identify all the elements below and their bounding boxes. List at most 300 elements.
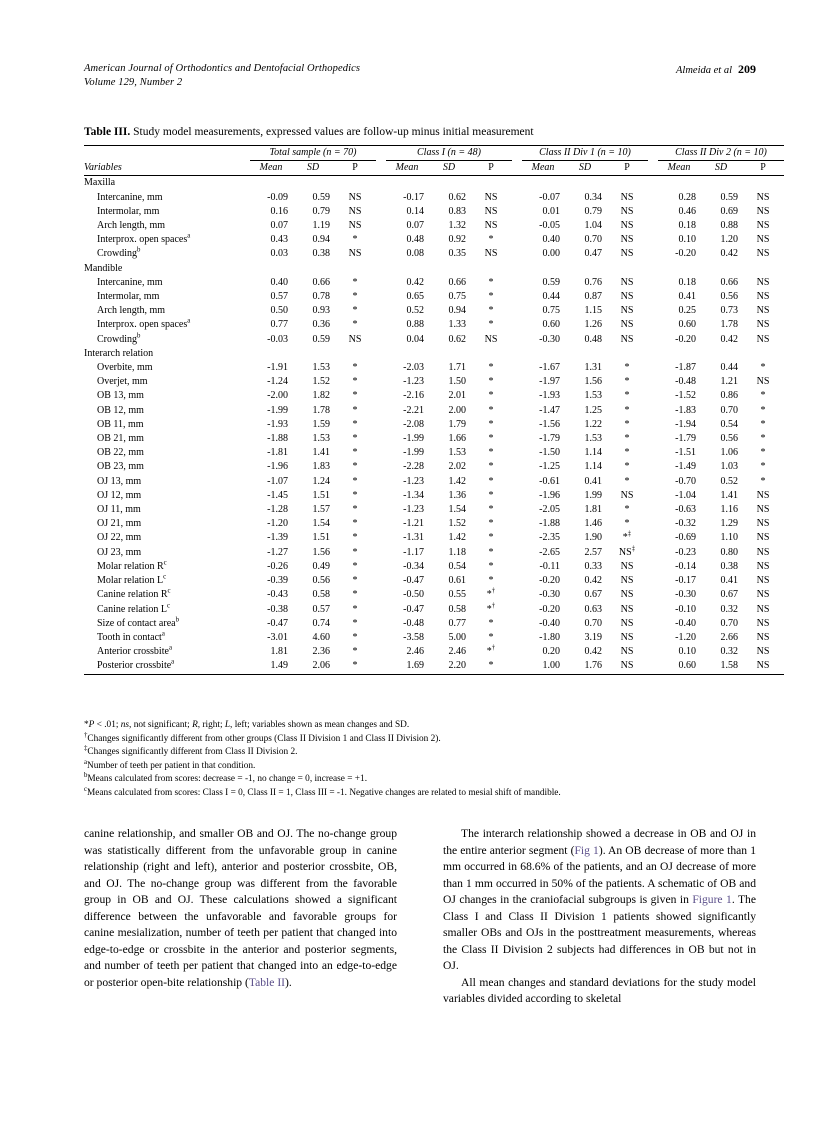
group-gap-cell: [376, 603, 386, 617]
row-label-superscript: a: [168, 644, 172, 652]
cell-mean: -1.20: [675, 631, 696, 643]
group-gap-cell: [648, 418, 658, 432]
group-gap-3: [648, 146, 658, 161]
left-paragraph-1: [84, 826, 397, 991]
table-head: [84, 146, 784, 176]
cell-sd: 0.70: [720, 404, 738, 416]
cell-sd: 1.53: [312, 362, 330, 374]
group-header-class-i: Class I (n = 48): [386, 146, 512, 161]
column-header-sd-div-1: SD: [578, 162, 592, 174]
footnote-text: Means calculated from scores: decrease = -1, no change = 0, increase = +1.: [87, 774, 368, 785]
cell-p: NS: [484, 191, 498, 203]
cell-p: NS: [620, 291, 634, 303]
cell-mean: -1.97: [539, 376, 560, 388]
group-gap-cell: [512, 603, 522, 617]
cell-mean: -1.51: [675, 447, 696, 459]
cell-mean: -1.50: [539, 447, 560, 459]
cell-mean: 0.42: [406, 276, 424, 288]
group-gap-cell: [376, 531, 386, 545]
cell-sd: 1.10: [720, 532, 738, 544]
cell-p: NS: [756, 489, 770, 501]
cell-mean: -0.43: [267, 589, 288, 601]
running-head: [84, 62, 756, 96]
cell-p: *: [352, 390, 358, 402]
cell-p: *: [488, 575, 494, 587]
cell-mean: -0.39: [267, 575, 288, 587]
table-row: [84, 475, 784, 489]
row-label-superscript: c: [167, 587, 171, 595]
cell-mean: 0.65: [406, 291, 424, 303]
row-label: Arch length, mm: [97, 305, 166, 317]
group-header-spacer: [84, 146, 250, 161]
cell-mean: 0.40: [270, 276, 288, 288]
cell-sd: 0.94: [448, 305, 466, 317]
cell-sd: 1.99: [584, 489, 602, 501]
cell-sd: 0.33: [584, 560, 602, 572]
cell-sd: 1.16: [720, 504, 738, 516]
cell-p: NS: [756, 631, 770, 643]
cell-mean: 0.07: [406, 220, 424, 232]
cell-mean: 0.60: [678, 660, 696, 672]
table-row: [84, 588, 784, 602]
cell-sd: 2.02: [448, 461, 466, 473]
cell-sd: 0.42: [584, 575, 602, 587]
footnote-marker: b: [84, 772, 88, 780]
cell-p: NS: [620, 589, 634, 601]
cell-p: *: [352, 475, 358, 487]
cell-mean: 0.57: [270, 291, 288, 303]
cell-sd: 0.61: [448, 575, 466, 587]
cell-mean: 0.43: [270, 234, 288, 246]
row-label: Canine relation $L^c$: [97, 602, 171, 615]
cell-p: *: [352, 603, 358, 615]
cell-p: *: [488, 390, 494, 402]
footnote-italic-p: P: [88, 720, 95, 730]
body-column-right: [443, 826, 756, 1008]
cell-sd: 0.66: [720, 276, 738, 288]
cell-sd: 1.56: [312, 546, 330, 558]
row-label: Crowding$^b$: [97, 332, 141, 345]
cell-p: NS: [620, 319, 634, 331]
group-gap-cell: [648, 191, 658, 205]
cell-mean: -1.27: [267, 546, 288, 558]
cell-superscript: †: [491, 644, 496, 652]
cell-sd: 0.32: [720, 603, 738, 615]
row-label: OJ 13, mm: [97, 475, 142, 487]
cell-sd: 2.01: [448, 390, 466, 402]
cell-mean: -1.87: [675, 362, 696, 374]
cell-mean: -2.03: [403, 362, 424, 374]
cell-p: *: [488, 518, 494, 530]
cell-p: NS: [620, 234, 634, 246]
cell-p: *: [352, 532, 358, 544]
cell-sd: 1.21: [720, 376, 738, 388]
cell-p: NS: [348, 248, 362, 260]
row-label: Arch length, mm: [97, 220, 166, 232]
cell-p: NS: [620, 305, 634, 317]
cell-sd: 0.67: [720, 589, 738, 601]
cell-p: NS: [756, 617, 770, 629]
table-row: [84, 460, 784, 474]
group-gap-cell: [648, 247, 658, 261]
group-gap-cell: [512, 389, 522, 403]
cell-sd: 2.00: [448, 404, 466, 416]
cell-sd: 1.78: [312, 404, 330, 416]
cell-sd: 1.46: [584, 518, 602, 530]
cell-mean: -1.24: [267, 376, 288, 388]
table-row: [84, 546, 784, 560]
row-label: OB 22, mm: [97, 447, 144, 459]
group-gap-cell: [376, 432, 386, 446]
section-row-filler: [250, 262, 784, 276]
cell-sd: 0.77: [448, 617, 466, 629]
cell-p: NS: [756, 546, 770, 558]
cell-p: NS: [620, 575, 634, 587]
journal-title: American Journal of Orthodontics and Dentofacial Orthopedics: [84, 63, 361, 74]
xref-table-ii[interactable]: Table II: [248, 975, 286, 989]
group-gap-cell: [512, 432, 522, 446]
cell-sd: 1.71: [448, 362, 466, 374]
cell-p: NS: [620, 220, 634, 232]
cell-sd: 0.32: [720, 646, 738, 658]
group-gap-cell: [648, 304, 658, 318]
cell-mean: -1.99: [403, 433, 424, 445]
running-head-left: [84, 62, 360, 90]
right-paragraph-1c: . The Class I and Class II Division 1 patients showed significantly smaller OBs and OJs in the posttreatment measurements, whereas the Class II Division 2 subjects had differences in OB but not in OJ.: [443, 893, 756, 972]
table-caption-text: Study model measurements, expressed values are follow-up minus initial measurement: [133, 126, 534, 138]
table-number: Table III.: [84, 126, 131, 138]
group-gap-cell: [648, 503, 658, 517]
cell-mean: -0.11: [539, 560, 560, 572]
row-label: OJ 21, mm: [97, 518, 142, 530]
cell-sd: 0.56: [312, 575, 330, 587]
group-gap-cell: [512, 588, 522, 602]
cell-mean: -0.63: [675, 504, 696, 516]
cell-sd: 1.04: [584, 220, 602, 232]
group-gap-cell: [648, 446, 658, 460]
group-gap-cell: [376, 631, 386, 645]
row-label-superscript: b: [137, 332, 141, 340]
cell-sd: 0.42: [720, 248, 738, 260]
table-section-row: [84, 176, 784, 191]
cell-sd: 1.32: [448, 220, 466, 232]
cell-sd: 1.58: [720, 660, 738, 672]
group-gap-cell: [648, 276, 658, 290]
xref-fig-1[interactable]: Fig 1: [574, 843, 599, 857]
cell-sd: 0.80: [720, 546, 738, 558]
cell-p: *: [488, 475, 494, 487]
cell-p: NS: [756, 234, 770, 246]
group-header-total-sample: Total sample (n = 70): [250, 146, 376, 161]
cell-sd: 1.31: [584, 362, 602, 374]
cell-mean: -1.39: [267, 532, 288, 544]
cell-p: *: [488, 276, 494, 288]
cell-mean: -0.48: [403, 617, 424, 629]
table-section-row: [84, 262, 784, 276]
cell-p: NS: [756, 333, 770, 345]
cell-sd: 0.63: [584, 603, 602, 615]
cell-p: NS: [756, 589, 770, 601]
group-gap-cell: [512, 375, 522, 389]
cell-p: NS: [620, 276, 634, 288]
group-gap-cell: [376, 290, 386, 304]
cell-p: NS: [756, 191, 770, 203]
row-label-superscript: a: [161, 630, 165, 638]
group-gap-cell: [512, 546, 522, 560]
sub-gap-1: [376, 161, 386, 176]
cell-sd: 1.52: [448, 518, 466, 530]
cell-mean: 0.14: [406, 205, 424, 217]
group-gap-cell: [512, 489, 522, 503]
table-row: [84, 205, 784, 219]
table-row: [84, 304, 784, 318]
cell-mean: -0.30: [539, 589, 560, 601]
cell-p: *: [488, 234, 494, 246]
cell-p: *: [488, 660, 494, 672]
cell-sd: 1.14: [584, 447, 602, 459]
cell-mean: 0.20: [542, 646, 560, 658]
cell-p: *: [352, 362, 358, 374]
row-label: Mandible: [84, 262, 123, 274]
cell-mean: 0.18: [678, 220, 696, 232]
table-row: [84, 233, 784, 247]
cell-mean: -1.96: [267, 461, 288, 473]
table-body: [84, 176, 784, 674]
xref-figure-1[interactable]: Figure 1: [692, 893, 732, 906]
table-row: [84, 333, 784, 347]
cell-sd: 0.86: [720, 390, 738, 402]
cell-p: *: [488, 291, 494, 303]
column-header-mean-class-i: Mean: [395, 162, 419, 174]
group-gap-cell: [376, 404, 386, 418]
cell-sd: 0.57: [312, 603, 330, 615]
cell-mean: 0.75: [542, 305, 560, 317]
cell-mean: -1.45: [267, 489, 288, 501]
column-header-mean-total: Mean: [259, 162, 283, 174]
cell-mean: -0.17: [403, 191, 424, 203]
cell-mean: 0.77: [270, 319, 288, 331]
cell-p: *: [488, 404, 494, 416]
footnote-4: [84, 760, 764, 774]
cell-p: *: [488, 489, 494, 501]
cell-sd: 1.53: [312, 433, 330, 445]
cell-mean: -1.94: [675, 418, 696, 430]
cell-p: *: [352, 489, 358, 501]
cell-sd: 0.54: [720, 418, 738, 430]
cell-p: *: [488, 560, 494, 572]
cell-sd: 0.42: [720, 333, 738, 345]
cell-sd: 1.42: [448, 532, 466, 544]
cell-sd: 2.36: [312, 646, 330, 658]
cell-sd: 0.67: [584, 589, 602, 601]
cell-sd: 0.47: [584, 248, 602, 260]
cell-mean: 0.50: [270, 305, 288, 317]
cell-sd: 1.25: [584, 404, 602, 416]
cell-mean: -0.14: [675, 560, 696, 572]
group-gap-cell: [376, 574, 386, 588]
cell-sd: 1.29: [720, 518, 738, 530]
cell-mean: 0.41: [678, 291, 696, 303]
group-header-class-ii-div-2: Class II Div 2 (n = 10): [658, 146, 784, 161]
group-gap-cell: [376, 475, 386, 489]
cell-sd: 1.81: [584, 504, 602, 516]
group-gap-cell: [512, 191, 522, 205]
group-gap-cell: [376, 460, 386, 474]
cell-p: NS‡: [618, 545, 636, 558]
table-row: [84, 617, 784, 631]
cell-sd: 0.59: [312, 333, 330, 345]
cell-p: NS: [756, 504, 770, 516]
cell-p: NS: [620, 631, 634, 643]
footnote-marker: ‡: [84, 745, 88, 753]
table-row: [84, 247, 784, 261]
row-label: OJ 11, mm: [97, 504, 141, 516]
group-gap-cell: [512, 276, 522, 290]
group-header-class-ii-div-1: Class II Div 1 (n = 10): [522, 146, 648, 161]
cell-mean: 0.46: [678, 205, 696, 217]
group-gap-cell: [376, 617, 386, 631]
cell-mean: -0.38: [267, 603, 288, 615]
group-gap-cell: [512, 617, 522, 631]
row-label: Intermolar, mm: [97, 291, 160, 303]
cell-p: *: [488, 617, 494, 629]
row-label-superscript: b: [137, 247, 141, 255]
cell-p: *: [352, 404, 358, 416]
row-label: Tooth in contact$^a$: [97, 630, 165, 643]
cell-sd: 2.20: [448, 660, 466, 672]
cell-mean: -0.30: [675, 589, 696, 601]
group-gap-cell: [648, 205, 658, 219]
cell-p: *: [624, 376, 630, 388]
cell-mean: -1.49: [675, 461, 696, 473]
cell-sd: 0.35: [448, 248, 466, 260]
cell-sd: 0.36: [312, 319, 330, 331]
cell-p: *: [624, 461, 630, 473]
cell-sd: 1.54: [312, 518, 330, 530]
page-number: 209: [738, 62, 756, 76]
column-header-sd-div-2: SD: [714, 162, 728, 174]
row-label: Molar relation $L^c$: [97, 573, 167, 587]
cell-superscript: ‡: [627, 531, 632, 539]
column-header-sd-class-i: SD: [442, 162, 456, 174]
group-gap-cell: [512, 475, 522, 489]
cell-sd: 1.57: [312, 504, 330, 516]
cell-superscript: †: [491, 587, 496, 595]
cell-mean: 1.81: [270, 646, 288, 658]
group-gap-cell: [376, 205, 386, 219]
cell-sd: 0.73: [720, 305, 738, 317]
cell-p: NS: [620, 205, 634, 217]
footnote-5: [84, 773, 764, 787]
cell-p: *: [760, 475, 766, 487]
cell-mean: -1.99: [267, 404, 288, 416]
cell-sd: 1.41: [720, 489, 738, 501]
cell-mean: -2.28: [403, 461, 424, 473]
cell-p: NS: [756, 518, 770, 530]
group-gap-cell: [512, 318, 522, 332]
cell-p: *: [488, 532, 494, 544]
cell-p: NS: [620, 191, 634, 203]
footnote-text: Number of teeth per patient in that condition.: [87, 760, 256, 771]
cell-mean: -1.07: [267, 475, 288, 487]
group-gap-cell: [648, 574, 658, 588]
row-label: Intermolar, mm: [97, 205, 160, 217]
cell-mean: -2.00: [267, 390, 288, 402]
cell-sd: 0.76: [584, 276, 602, 288]
cell-mean: -1.31: [403, 532, 424, 544]
cell-mean: -0.30: [539, 333, 560, 345]
group-gap-cell: [648, 645, 658, 659]
cell-p: *: [488, 376, 494, 388]
cell-sd: 1.14: [584, 461, 602, 473]
cell-p: *: [352, 560, 358, 572]
group-gap-cell: [512, 418, 522, 432]
cell-p: NS: [348, 191, 362, 203]
cell-p: *: [352, 504, 358, 516]
group-gap-cell: [376, 546, 386, 560]
journal-volume-issue: Volume 129, Number 2: [84, 77, 183, 88]
cell-p: *: [760, 418, 766, 430]
table-row: [84, 631, 784, 645]
cell-p: *: [488, 433, 494, 445]
cell-mean: 0.48: [406, 234, 424, 246]
cell-p: NS: [484, 220, 498, 232]
cell-p: *: [488, 305, 494, 317]
cell-p: NS: [756, 532, 770, 544]
cell-p: NS: [756, 319, 770, 331]
cell-mean: 1.69: [406, 660, 424, 672]
cell-mean: 0.28: [678, 191, 696, 203]
group-gap-cell: [512, 361, 522, 375]
group-gap-cell: [512, 531, 522, 545]
cell-sd: 0.75: [448, 291, 466, 303]
cell-sd: 0.66: [312, 276, 330, 288]
sub-header-row: [84, 161, 784, 176]
row-label: Anterior crossbite$^a$: [97, 644, 172, 658]
cell-sd: 2.57: [584, 546, 602, 558]
cell-sd: 1.18: [448, 546, 466, 558]
row-label: Posterior crossbite$^a$: [97, 658, 175, 672]
cell-p: *†: [486, 644, 496, 658]
group-gap-cell: [648, 233, 658, 247]
cell-p: *: [624, 390, 630, 402]
group-gap-cell: [512, 205, 522, 219]
section-row-filler: [250, 176, 784, 191]
cell-mean: 0.07: [270, 220, 288, 232]
cell-p: *: [352, 305, 358, 317]
cell-sd: 1.52: [312, 376, 330, 388]
footnote-1: *P < .01; ns, not significant; R, right; L, left; variables shown as mean changes and SD.: [84, 720, 410, 730]
group-gap-cell: [512, 560, 522, 574]
cell-mean: -1.96: [539, 489, 560, 501]
cell-p: *: [352, 433, 358, 445]
cell-p: *: [624, 404, 630, 416]
group-gap-cell: [512, 503, 522, 517]
cell-sd: 1.78: [720, 319, 738, 331]
cell-mean: -0.40: [675, 617, 696, 629]
cell-sd: 1.33: [448, 319, 466, 331]
cell-mean: 0.60: [678, 319, 696, 331]
cell-p: *: [352, 461, 358, 473]
cell-mean: -0.47: [403, 603, 424, 615]
cell-p: NS: [756, 276, 770, 288]
row-label: OJ 12, mm: [97, 489, 142, 501]
cell-mean: -1.23: [403, 475, 424, 487]
cell-mean: 0.00: [542, 248, 560, 260]
cell-p: NS: [756, 603, 770, 615]
cell-mean: -1.81: [267, 447, 288, 459]
footnote-marker: †: [84, 731, 88, 739]
